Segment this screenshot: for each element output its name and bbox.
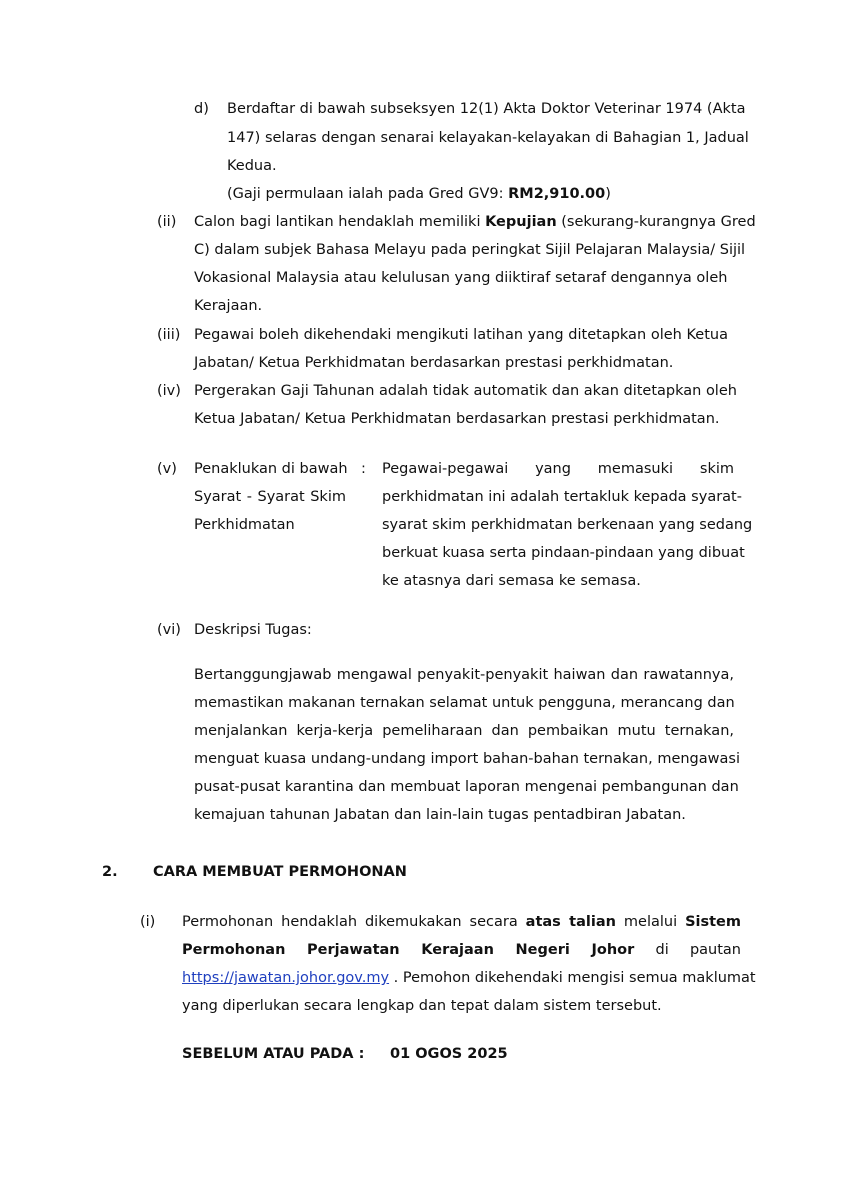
- section-2-number: 2.: [102, 864, 118, 880]
- jawatan-link[interactable]: https://jawatan.johor.gov.my: [182, 970, 390, 986]
- item-v-term-2: Syarat - Syarat Skim: [194, 489, 346, 505]
- item-d-line-2: 147) selaras dengan senarai kelayakan-kelayakan di Bahagian 1, Jadual: [227, 130, 749, 146]
- item-vi-line-4: menguat kuasa undang-undang import bahan-bahan ternakan, mengawasi: [194, 751, 740, 767]
- item-v-term-3: Perkhidmatan: [194, 517, 295, 533]
- deadline-label: SEBELUM ATAU PADA :: [182, 1046, 365, 1062]
- item-v-label: (v): [157, 461, 177, 477]
- item-vi-line-5: pusat-pusat karantina dan membuat laporan mengenai pembangunan dan: [194, 779, 739, 795]
- item-vi-line-6: kemajuan tahunan Jabatan dan lain-lain tugas pentadbiran Jabatan.: [194, 807, 686, 823]
- item-d-label: d): [194, 101, 209, 117]
- item-ii-line-2: C) dalam subjek Bahasa Melayu pada peringkat Sijil Pelajaran Malaysia/ Sijil: [194, 242, 746, 258]
- item-iii-line-1: Pegawai boleh dikehendaki mengikuti latihan yang ditetapkan oleh Ketua: [194, 327, 728, 343]
- item-vi-heading: Deskripsi Tugas:: [194, 622, 312, 638]
- item-iv-line-2: Ketua Jabatan/ Ketua Perkhidmatan berdasarkan prestasi perkhidmatan.: [194, 411, 720, 427]
- item-ii-line-1: Calon bagi lantikan hendaklah memiliki Kepujian (sekurang-kurangnya Gred: [194, 214, 756, 230]
- item-2i-label: (i): [140, 914, 156, 930]
- item-vi-line-1: Bertanggungjawab mengawal penyakit-penyakit haiwan dan rawatannya,: [194, 667, 734, 683]
- item-ii-line-3: Vokasional Malaysia atau kelulusan yang diiktiraf setaraf dengannya oleh: [194, 270, 728, 286]
- item-iii-label: (iii): [157, 327, 181, 343]
- section-2-title: CARA MEMBUAT PERMOHONAN: [153, 864, 407, 880]
- item-v-term-1: Penaklukan di bawah: [194, 461, 348, 477]
- item-vi-line-3: menjalankan kerja-kerja pemeliharaan dan pembaikan mutu ternakan,: [194, 723, 734, 739]
- item-2i-line-1: Permohonan hendaklah dikemukakan secara atas talian melalui Sistem: [182, 914, 741, 930]
- item-vi-label: (vi): [157, 622, 181, 638]
- item-v-desc-1: Pegawai-pegawai yang memasuki skim: [382, 461, 734, 477]
- item-iii-line-2: Jabatan/ Ketua Perkhidmatan berdasarkan prestasi perkhidmatan.: [194, 355, 674, 371]
- item-vi-line-2: memastikan makanan ternakan selamat untuk pengguna, merancang dan: [194, 695, 735, 711]
- item-d-line-3: Kedua.: [227, 158, 277, 174]
- item-2i-line-4: yang diperlukan secara lengkap dan tepat dalam sistem tersebut.: [182, 998, 662, 1014]
- item-v-colon: :: [361, 461, 366, 477]
- item-2i-line-2: Permohonan Perjawatan Kerajaan Negeri Johor di pautan: [182, 942, 741, 958]
- item-ii-label: (ii): [157, 214, 177, 230]
- item-v-desc-3: syarat skim perkhidmatan berkenaan yang sedang: [382, 517, 753, 533]
- item-v-desc-5: ke atasnya dari semasa ke semasa.: [382, 573, 641, 589]
- item-iv-label: (iv): [157, 383, 181, 399]
- item-ii-line-4: Kerajaan.: [194, 298, 263, 314]
- item-v-desc-2: perkhidmatan ini adalah tertakluk kepada syarat-: [382, 489, 742, 505]
- item-d-line-1: Berdaftar di bawah subseksyen 12(1) Akta Doktor Veterinar 1974 (Akta: [227, 101, 746, 117]
- item-2i-line-3: https://jawatan.johor.gov.my . Pemohon dikehendaki mengisi semua maklumat: [182, 970, 756, 986]
- item-iv-line-1: Pergerakan Gaji Tahunan adalah tidak automatik dan akan ditetapkan oleh: [194, 383, 737, 399]
- deadline-date: 01 OGOS 2025: [390, 1046, 508, 1062]
- item-v-desc-4: berkuat kuasa serta pindaan-pindaan yang dibuat: [382, 545, 745, 561]
- item-d-salary: (Gaji permulaan ialah pada Gred GV9: RM2,910.00): [227, 186, 611, 202]
